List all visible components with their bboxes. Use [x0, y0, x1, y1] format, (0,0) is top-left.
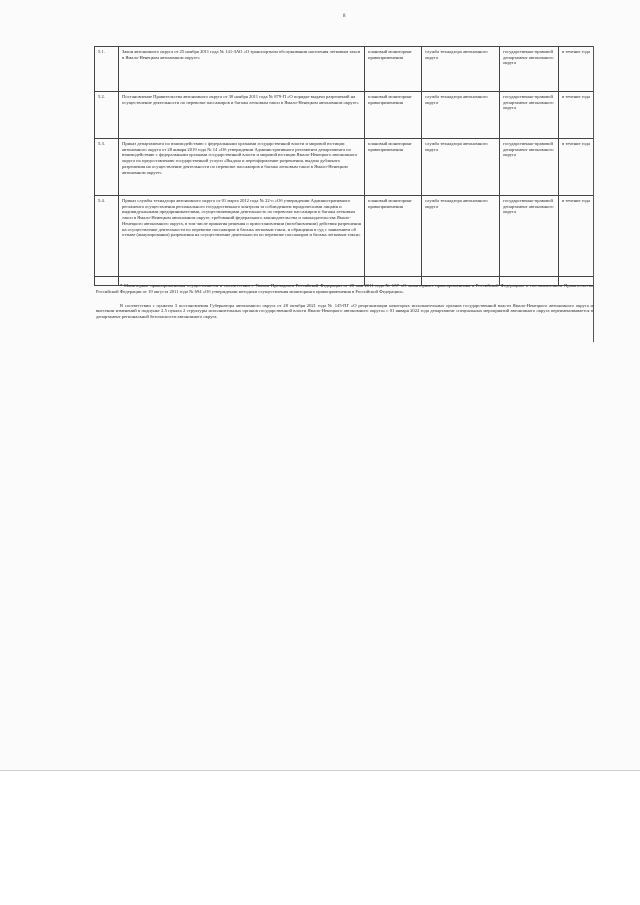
term-cell: в течение года: [559, 139, 594, 196]
row-number: 5.3.: [95, 139, 119, 196]
footnote-reorganization: В соответствии с пунктом 3 постановления Губернатора автономного округа от 28 октября 2021 года № 145-ПГ «О реорганизации некоторых исполнительных органов государственной власти Ямало-Ненецкого автономного округа и внесении изменений в подпункт 2.5 пункта 2 структуры исполнительных органов государственной власти Ямало-Ненецкого автономного округа» с 01 января 2022 года департамент специальных мероприятий автономного округа переименовывается в департамент региональной безопасности автономного округа.: [96, 302, 593, 320]
page-number: 8: [343, 14, 346, 19]
co-executor-cell: государственно-правовой департамент автономного округа: [500, 196, 559, 277]
document-cell: Постановление Правительства автономного округа от 30 ноября 2011 года № 879-П «О порядке выдачи разрешений на осуществление деятельности по перевозке пассажиров и багажа легковым такси в Ямало-Ненецком автономном округе»: [119, 92, 365, 139]
right-margin-rule: [593, 46, 594, 342]
executor-cell: служба технадзора автономного округа: [422, 196, 500, 277]
executor-cell: служба технадзора автономного округа: [422, 92, 500, 139]
term-cell: в течение года: [559, 47, 594, 92]
row-number: 5.2.: [95, 92, 119, 139]
monitoring-type-cell: плановый мониторинг правоприменения: [365, 92, 422, 139]
executor-cell: служба технадзора автономного округа: [422, 47, 500, 92]
table-row: [95, 196, 594, 277]
row-number: 5.4.: [95, 196, 119, 277]
term-cell: в течение года: [559, 196, 594, 277]
row-number: 5.1.: [95, 47, 119, 92]
table-row: [95, 47, 594, 92]
table-row: [95, 92, 594, 139]
executor-cell: служба технадзора автономного округа: [422, 139, 500, 196]
co-executor-cell: государственно-правовой департамент автономного округа: [500, 92, 559, 139]
monitoring-type-cell: плановый мониторинг правоприменения: [365, 47, 422, 92]
document-cell: Приказ службы технадзора автономного округа от 01 марта 2012 года № 22-о «Об утверждении Административного регламента осуществления регионального государственного контроля за соблюдением юридическими лицами и индивидуальными предпринимателями, осуществляющими деятельность по перевозке пассажиров и багажа легковым такси в Ямало-Ненецком автономном округе, требований федерального законодательства и законодательства Ямало-Ненецкого автономного округа, в том числе принятия решения о приостановлении (возобновлении) действия разрешения на осуществление деятельности по перевозке пассажиров и багажа легковым такси, и обращения в суд с заявлением об отзыве (аннулировании) разрешения на осуществление деятельности по перевозке пассажиров и багажа легковым такси»: [119, 196, 365, 277]
monitoring-type-cell: плановый мониторинг правоприменения: [365, 139, 422, 196]
footnotes: [96, 283, 593, 328]
document-cell: Закон автономного округа от 25 ноября 2011 года № 141-ЗАО «О транспортном обслуживании населения легковым такси в Ямало-Ненецком автономном округе»: [119, 47, 365, 92]
co-executor-cell: государственно-правовой департамент автономного округа: [500, 139, 559, 196]
document-cell: Приказ департамента по взаимодействию с федеральными органами государственной власти и мировой юстиции автономного округа от 28 января 2019 года № 14 «Об утверждении Административного регламента департамента по взаимодействию с федеральными органами государственной власти и мировой юстиции Ямало-Ненецкого автономного округа по предоставлению государственной услуги «Выдача и переоформление разрешения, выдача дубликата разрешения на осуществление деятельности по перевозке пассажиров и багажа легковым такси в Ямало-Ненецком автономном округе»: [119, 139, 365, 196]
monitoring-plan-table: [94, 46, 594, 286]
term-cell: в течение года: [559, 92, 594, 139]
footnote-monitoring: * Мониторинг правоприменения осуществляется в соответствии с Указом Президента Российской Федерации от 20 мая 2011 года № 657 «О мониторинге правоприменения в Российской Федерации» и постановлением Правительства Российской Федерации от 19 августа 2011 года № 694 «Об утверждении методики осуществления мониторинга правоприменения в Российской Федерации».: [96, 283, 593, 294]
table-row: [95, 139, 594, 196]
monitoring-type-cell: плановый мониторинг правоприменения: [365, 196, 422, 277]
co-executor-cell: государственно-правовой департамент автономного округа: [500, 47, 559, 92]
